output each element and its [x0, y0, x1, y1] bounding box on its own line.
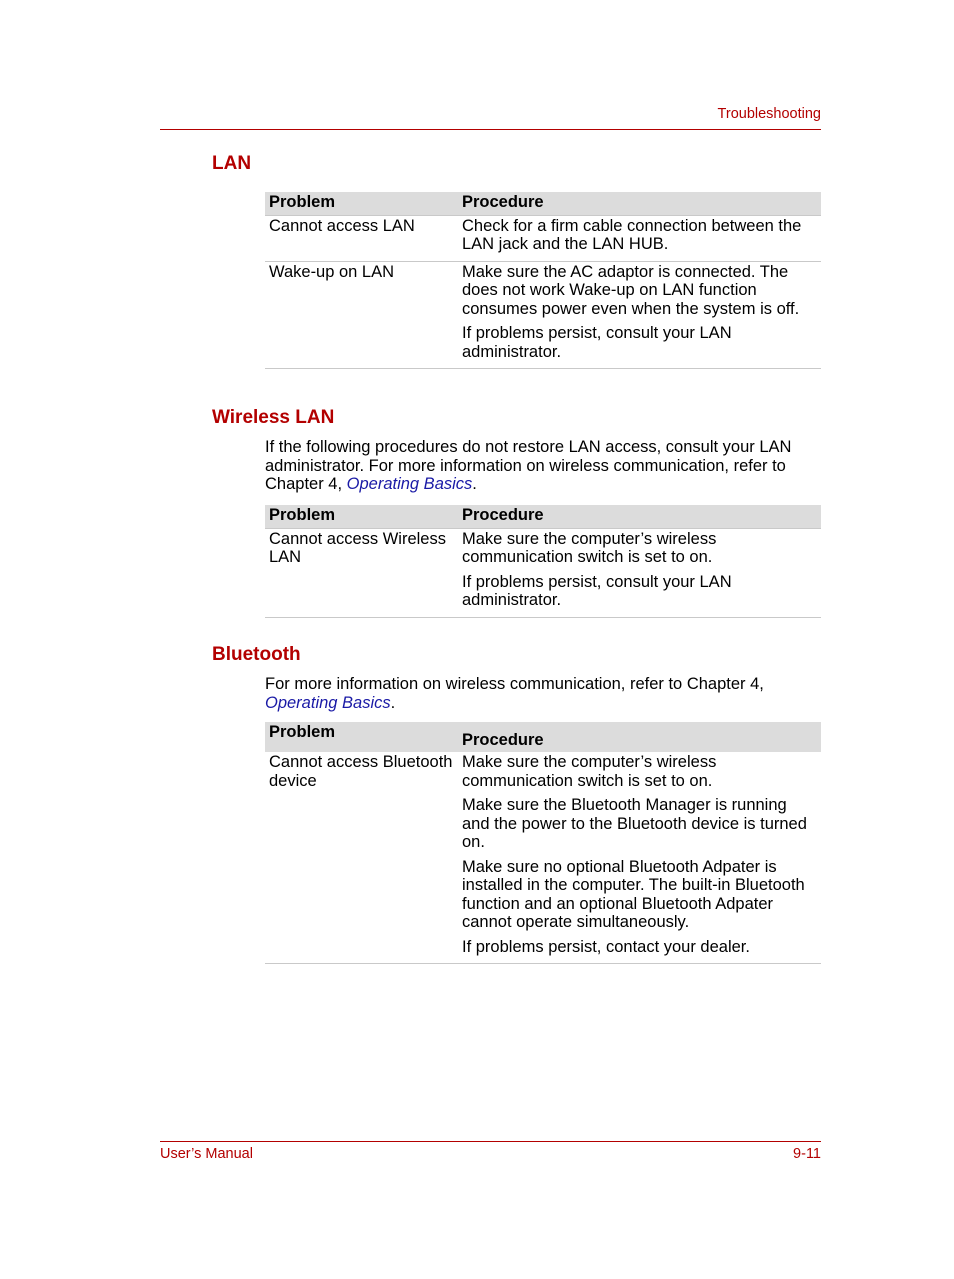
procedure-step: If problems persist, consult your LAN administrator. — [462, 324, 732, 361]
bluetooth-intro-end: . — [390, 693, 396, 712]
procedure-step: Make sure no optional Bluetooth Adpater is installed in the computer. The built-in Bluetooth function and an optional Bluetooth Adpater cannot operate simultaneously. — [462, 857, 805, 931]
bluetooth-col-problem: Problem — [265, 722, 458, 752]
procedure-step: If problems persist, contact your dealer. — [462, 937, 750, 956]
wireless-intro-end: . — [472, 475, 477, 493]
table-row — [265, 752, 821, 964]
bluetooth-intro-text: For more information on wireless communication, refer to Chapter 4, — [265, 675, 764, 693]
wireless-heading: Wireless LAN — [212, 407, 335, 428]
header-rule — [160, 129, 821, 130]
problem-cell: Wake-up on LAN — [265, 261, 458, 369]
lan-col-problem: Problem — [265, 192, 458, 215]
procedure-step: Make sure the AC adaptor is connected. The does not work Wake-up on LAN function consumes power even when the system is off. — [462, 262, 800, 318]
lan-table — [265, 192, 821, 369]
procedure-step: If problems persist, consult your LAN administrator. — [462, 572, 732, 609]
wireless-col-problem: Problem — [265, 505, 458, 528]
page-number: 9-11 — [793, 1146, 821, 1162]
problem-cell: Cannot access Bluetooth device — [265, 752, 458, 964]
operating-basics-link[interactable]: Operating Basics — [265, 693, 391, 712]
wireless-intro-text: If the following procedures do not restore LAN access, consult your LAN administrator. For more information on wireless communication, refer to Chapter 4, — [265, 438, 792, 493]
table-row — [265, 528, 821, 617]
bluetooth-table — [265, 722, 821, 964]
lan-heading: LAN — [212, 153, 252, 174]
footer-rule — [160, 1141, 821, 1142]
procedure-step: Make sure the computer’s wireless communication switch is set to on. — [462, 529, 717, 566]
lan-col-procedure: Procedure — [458, 192, 821, 215]
running-header: Troubleshooting — [717, 106, 821, 122]
wireless-col-procedure: Procedure — [458, 505, 821, 528]
procedure-cell — [458, 528, 821, 617]
operating-basics-link[interactable]: Operating Basics — [346, 475, 473, 493]
procedure-step: Check for a firm cable connection between the LAN jack and the LAN HUB. — [462, 216, 802, 253]
bluetooth-intro — [265, 675, 821, 712]
problem-cell: Cannot access Wireless LAN — [265, 528, 458, 617]
bluetooth-heading: Bluetooth — [212, 644, 301, 665]
procedure-cell — [458, 261, 821, 369]
bluetooth-col-procedure: Procedure — [458, 722, 821, 752]
procedure-cell — [458, 215, 821, 261]
procedure-step: Make sure the Bluetooth Manager is running and the power to the Bluetooth device is turned on. — [462, 796, 807, 851]
wireless-intro — [265, 438, 821, 494]
problem-cell: Cannot access LAN — [265, 215, 458, 261]
table-row — [265, 215, 821, 261]
table-row — [265, 261, 821, 369]
procedure-step: Make sure the computer’s wireless communication switch is set to on. — [462, 753, 717, 790]
procedure-cell — [458, 752, 821, 964]
wireless-table — [265, 505, 821, 618]
footer-manual-title: User’s Manual — [160, 1146, 253, 1162]
